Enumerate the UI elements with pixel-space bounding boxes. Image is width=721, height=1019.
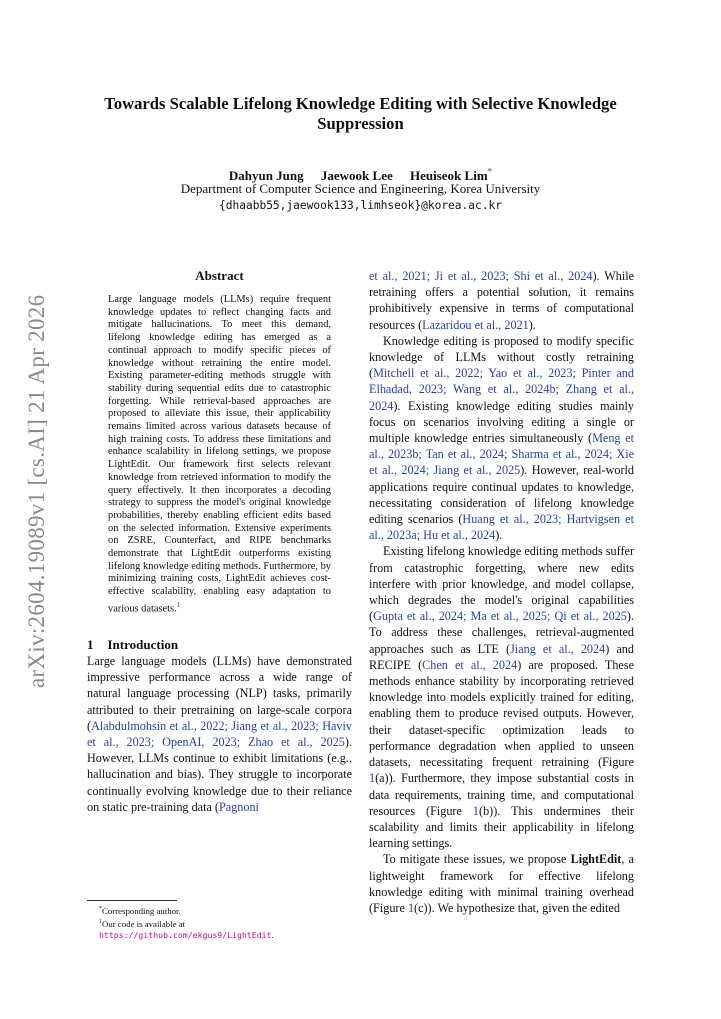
arxiv-identifier-stamp: arXiv:2604.19089v1 [cs.AI] 21 Apr 2026 (24, 294, 49, 688)
text-run: ) are proposed. These methods enhance stability by incorporating retrieved knowledge into models explicitly trained for editing, enabling them to produce revised outputs. However, their dataset-specific optimization leads to performance degradation when applied to unseen datasets, necessitating frequent retraining (Figure (369, 657, 634, 770)
author-emails: {dhaabb55,jaewook133,limhseok}@korea.ac.kr (219, 199, 502, 212)
paragraph-continuation (369, 268, 634, 333)
author-name: Jaewook Lee (320, 168, 393, 184)
footnote-code: $^1$Our code is available at https://github.com/ekgus9/LightEdit. (99, 918, 274, 940)
citation-link[interactable]: 1 (472, 803, 480, 818)
paper-title: Towards Scalable Lifelong Knowledge Editing with Selective Knowledge Suppression (104, 94, 617, 133)
text-run: Existing lifelong knowledge editing methods suffer from catastrophic forgetting, where new edits interfere with prior knowledge, and model collapse, which degrades the model's original capabilities ( (369, 544, 634, 624)
citation-link[interactable]: et al., 2021; Ji et al., 2023; Shi et al., 2024 (369, 269, 593, 283)
corresponding-mark: * (487, 167, 493, 177)
citation-link[interactable]: Pagnoni (218, 799, 259, 814)
citation-link[interactable]: Alabdulmohsin et al., 2022; Jiang et al., 2023; Haviv et al., 2023; OpenAI, 2023; Zhao et al., 2025 (87, 718, 352, 750)
intro-paragraph (87, 653, 352, 815)
text-run: (c)). We hypothesize that, given the edited (414, 900, 620, 915)
left-column (87, 268, 352, 815)
text-run: , a lightweight framework for effective lifelong knowledge editing with minimal training overhead (Figure (369, 852, 634, 915)
citation-link[interactable]: Mitchell et al., 2022; Yao et al., 2023; Pinter and Elhadad, 2023; Wang et al., 2024b; Zhang et al., 2024 (369, 366, 634, 413)
text-run: ). However, LLMs continue to exhibit limitations (e.g., hallucination and bias). They struggle to incorporate continually evolving knowledge due to their reliance on static pre-training data ( (87, 735, 352, 814)
text-run: Large language models (LLMs) have demonstrated impressive performance across a wide range of natural language processing (NLP) tasks, primarily attributed to their pretraining on large-scale corpora ( (87, 654, 352, 733)
footnote-corresponding: *Corresponding author. (99, 905, 181, 916)
paragraph-knowledge-editing (369, 333, 634, 544)
author-name: Heuiseok Lim* (410, 167, 493, 184)
citation-link[interactable]: Lazaridou et al., 2021 (422, 317, 529, 332)
code-link[interactable]: https://github.com/ekgus9/LightEdit (99, 929, 272, 940)
affiliation: Department of Computer Science and Engineering, Korea University (180, 181, 541, 196)
footnote-rule (87, 900, 177, 901)
author-name: Dahyun Jung (228, 168, 304, 184)
abstract-text: Large language models (LLMs) require frequent knowledge updates to reflect changing facts and mitigate hallucinations. To meet this demand, lifelong knowledge editing has emerged as a continual approach to modify specific pieces of knowledge without retraining the entire model. Existing parameter-editing methods struggle with stability during sequential edits due to catastrophic forgetting. While retrieval-based approaches are proposed to alleviate this issue, their applicability remains limited across various datasets because of high training costs. To address these limitations and enhance scalability in lifelong settings, we propose LightEdit. Our framework first selects relevant knowledge from retrieved information to modify the query effectively. It then incorporates a decoding strategy to suppress the model's original knowledge probabilities, thereby enabling efficient edits based on the selected information. Extensive experiments on ZSRE, Counterfact, and RIPE benchmarks demonstrate that LightEdit outperforms existing lifelong knowledge editing methods. Furthermore, by minimizing training costs, LightEdit achieves cost-effective scalability, enabling easy adaptation to various datasets.$^1$ (108, 294, 331, 615)
footnote-marker[interactable]: 1 (176, 600, 181, 609)
citation-link[interactable]: 1 (407, 900, 415, 915)
paragraph-lifelong-methods (369, 543, 634, 851)
citation-link[interactable]: Meng et al., 2023b; Tan et al., 2024; Sharma et al., 2024; Xie et al., 2024; Jiang et al., 2025 (369, 431, 634, 478)
bold-term: LightEdit (570, 852, 622, 867)
citation-link[interactable]: Jiang et al., 2024 (510, 641, 606, 656)
text-run: ) and RECIPE ( (369, 641, 634, 672)
abstract-heading: Abstract (195, 268, 244, 283)
right-column (369, 268, 634, 916)
section-heading-introduction: 1 Introduction (87, 637, 179, 653)
text-run: ). However, real-world applications require continual updates to knowledge, necessitating consideration of lifelong knowledge editing scenarios ( (369, 463, 635, 527)
footnotes (87, 900, 352, 941)
citation-link[interactable]: Huang et al., 2023; Hartvigsen et al., 2023a; Hu et al., 2024 (369, 512, 634, 543)
text-run: ). While retraining offers a potential solution, it remains prohibitively expensive in terms of computational resources ( (369, 269, 634, 332)
text-run: (a)). Furthermore, they impose substantial costs in data requirements, training time, and computational resources (Figure (369, 771, 634, 818)
citation-link[interactable]: 1 (369, 771, 376, 786)
citation-link[interactable]: Chen et al., 2024 (422, 657, 518, 672)
text-run: ). (528, 317, 536, 332)
text-run: ). To address these challenges, retrieval-augmented approaches such as LTE ( (369, 609, 634, 656)
text-run: ). Existing knowledge editing studies mainly focus on scenarios involving editing a single or multiple knowledge entries simultaneously ( (369, 398, 634, 446)
text-run: Knowledge editing is proposed to modify specific knowledge of LLMs without costly retraining ( (369, 333, 634, 381)
text-run: (b)). This undermines their scalability and limits their applicability in lifelong learning settings. (369, 803, 634, 851)
text-run: To mitigate these issues, we propose (383, 852, 571, 867)
paragraph-proposal (369, 851, 634, 916)
citation-link[interactable]: Gupta et al., 2024; Ma et al., 2025; Qi et al., 2025 (373, 609, 627, 624)
text-run: ). (495, 528, 503, 543)
